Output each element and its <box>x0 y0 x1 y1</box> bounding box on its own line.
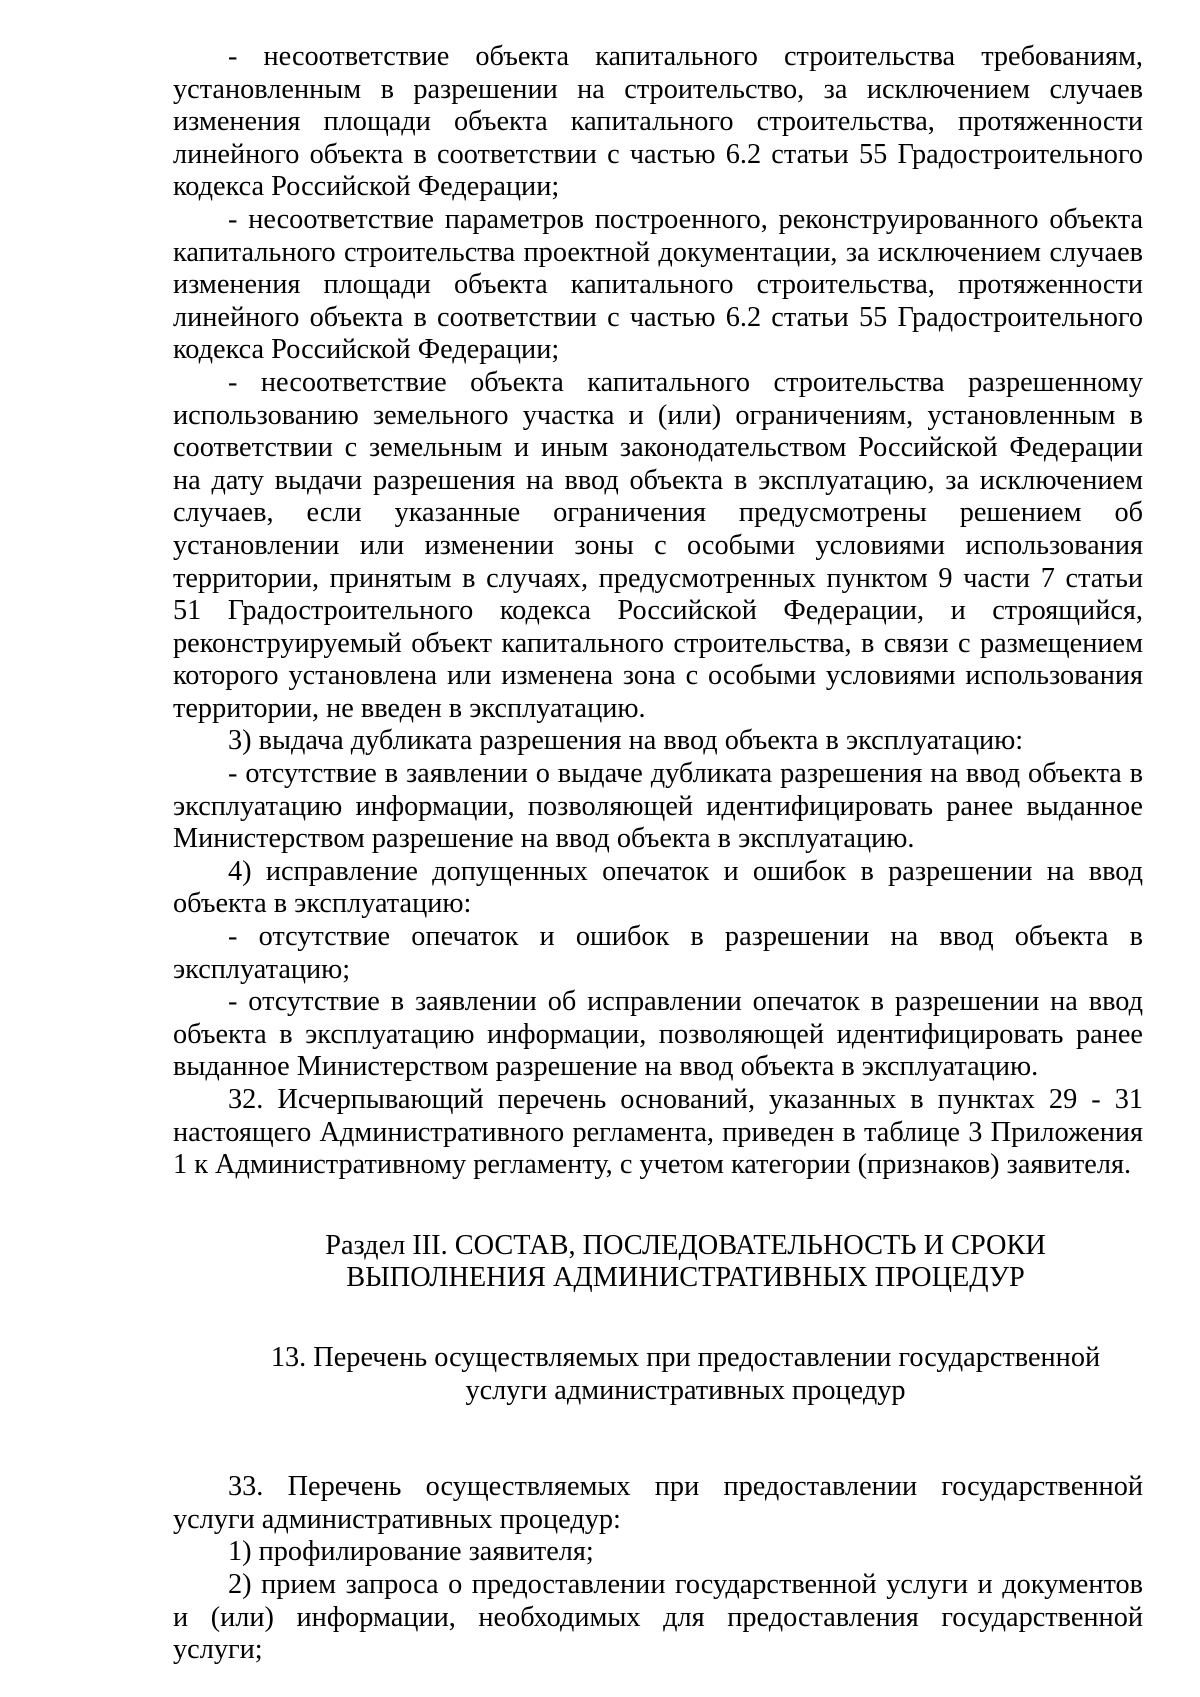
paragraph-duplicate-permit-condition: - отсутствие в заявлении о выдаче дубликата разрешения на ввод объекта в эксплуатацию информации, позволяющей идентифицировать ранее выданное Министерством разрешение на ввод объекта в эксплуатацию. <box>173 758 1143 855</box>
subsection-heading-line-1: 13. Перечень осуществляемых при предоставлении государственной <box>270 1341 1101 1373</box>
paragraph-duplicate-permit-heading: 3) выдача дубликата разрешения на ввод объекта в эксплуатацию: <box>228 725 1024 757</box>
subsection-heading-line-2: услуги административных процедур <box>465 1374 906 1406</box>
list-item-applicant-profiling: 1) профилирование заявителя; <box>228 1536 594 1568</box>
section-heading-line-1: Раздел III. СОСТАВ, ПОСЛЕДОВАТЕЛЬНОСТЬ И СРОКИ <box>325 1229 1046 1261</box>
list-item-request-intake: 2) прием запроса о предоставлении государственной услуги и документов и (или) информации, необходимых для предоставления государственной услуги; <box>173 1568 1143 1666</box>
section-heading-line-2: ВЫПОЛНЕНИЯ АДМИНИСТРАТИВНЫХ ПРОЦЕДУР <box>346 1262 1025 1294</box>
paragraph-no-typos-condition: - отсутствие опечаток и ошибок в разрешении на ввод объекта в эксплуатацию; <box>173 921 1143 985</box>
paragraph-parameters-mismatch-project-docs: - несоответствие параметров построенного, реконструированного объекта капитального строительства проектной документации, за исключением случаев изменения площади объекта капитального строительства, протяженности линейного объекта в соответствии с частью 6.2 статьи 55 Градостроительного кодекса Российской Федерации; <box>173 203 1143 366</box>
document-page <box>173 41 1143 1667</box>
section-heading <box>173 1230 1143 1295</box>
paragraph-land-use-mismatch: - несоответствие объекта капитального строительства разрешенному использованию земельного участка и (или) ограничениям, установленным в соответствии с земельным и иным законодательством Российской Федерации на дату выдачи разрешения на ввод объекта в эксплуатацию, за исключением случаев, если указанные ограничения предусмотрены решением об установлении или изменении зоны с особыми условиями использования территории, принятым в случаях, предусмотренных пунктом 9 части 7 статьи 51 Градостроительного кодекса Российской Федерации, и строящийся, реконструируемый объект капитального строительства, в связи с размещением которого установлена или изменена зона с особыми условиями использования территории, не введен в эксплуатацию. <box>173 366 1143 724</box>
subsection-heading <box>173 1342 1143 1407</box>
paragraph-typo-correction-heading: 4) исправление допущенных опечаток и ошибок в разрешении на ввод объекта в эксплуатацию: <box>173 855 1143 920</box>
paragraph-capital-construction-mismatch-permit: - несоответствие объекта капитального строительства требованиям, установленным в разрешении на строительство, за исключением случаев изменения площади объекта капитального строительства, протяженности линейного объекта в соответствии с частью 6.2 статьи 55 Градостроительного кодекса Российской Федерации; <box>173 41 1143 203</box>
paragraph-33-procedures-list: 33. Перечень осуществляемых при предоставлении государственной услуги административных процедур: <box>173 1471 1143 1535</box>
paragraph-no-identification-info: - отсутствие в заявлении об исправлении опечаток в разрешении на ввод объекта в эксплуатацию информации, позволяющей идентифицировать ранее выданное Министерством разрешение на ввод объекта в эксплуатацию. <box>173 986 1143 1083</box>
paragraph-32-exhaustive-list: 32. Исчерпывающий перечень оснований, указанных в пунктах 29 - 31 настоящего Административного регламента, приведен в таблице 3 Приложения 1 к Административному регламенту, с учетом категории (признаков) заявителя. <box>173 1084 1143 1181</box>
procedures-list <box>173 1471 1143 1667</box>
